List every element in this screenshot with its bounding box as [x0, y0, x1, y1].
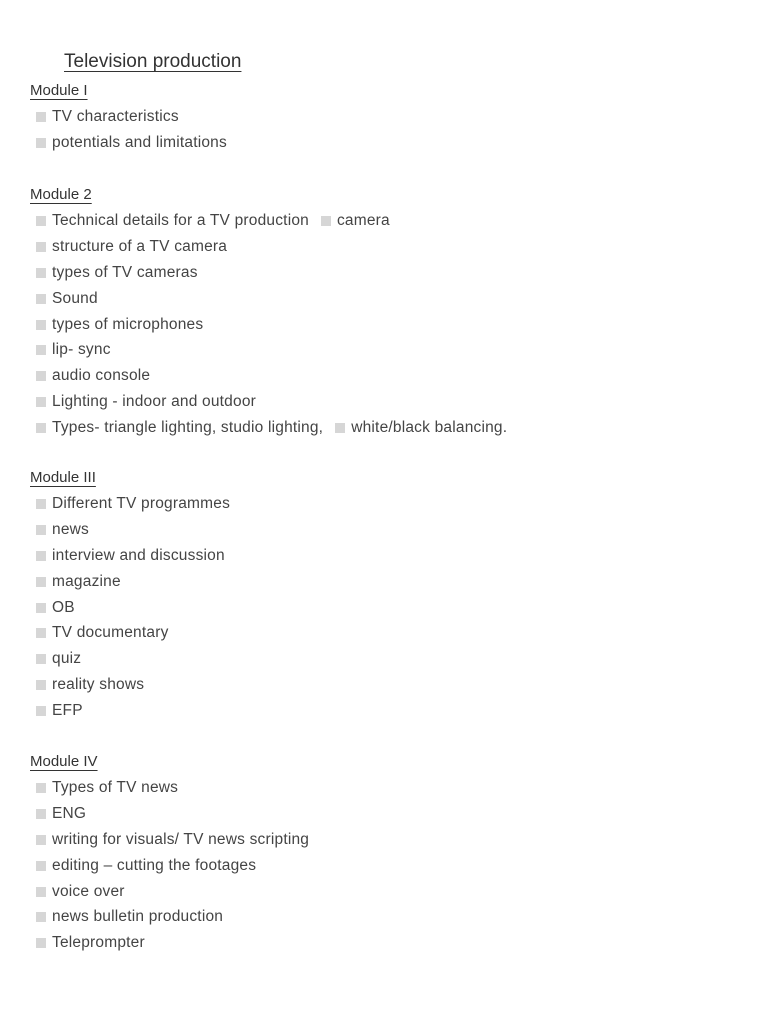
- document-title: Television production: [64, 51, 242, 72]
- square-bullet-icon: [36, 397, 46, 407]
- square-bullet-icon: [36, 835, 46, 845]
- list-item: [30, 363, 748, 389]
- list-item-text: OB: [52, 598, 75, 616]
- list-item-text: Different TV programmes: [52, 494, 231, 512]
- square-bullet-icon: [36, 912, 46, 922]
- list-item-text: quiz: [52, 650, 82, 668]
- square-bullet-icon: [36, 320, 46, 330]
- list-item: [30, 260, 748, 286]
- square-bullet-icon: [36, 551, 46, 561]
- square-bullet-icon: [36, 371, 46, 381]
- square-bullet-icon: [36, 525, 46, 535]
- list-item-text: Teleprompter: [52, 934, 145, 952]
- module-item-list: [30, 775, 748, 956]
- list-item-text: audio console: [52, 367, 151, 385]
- list-item-text: news bulletin production: [52, 908, 224, 926]
- square-bullet-icon: [36, 706, 46, 716]
- module-heading: Module III: [30, 469, 96, 486]
- list-item-text: magazine: [52, 572, 121, 590]
- list-item: [30, 672, 748, 698]
- square-bullet-icon: [36, 423, 46, 433]
- module-section: [30, 78, 748, 156]
- list-item: [30, 517, 748, 543]
- list-item-text: camera: [336, 211, 390, 229]
- square-bullet-icon: [321, 216, 331, 226]
- list-item: [30, 879, 748, 905]
- list-item-text: TV documentary: [52, 624, 169, 642]
- module-item-list: [30, 491, 748, 724]
- list-item: [30, 234, 748, 260]
- module-section: [30, 749, 748, 956]
- list-item: [30, 646, 748, 672]
- list-item-text: TV characteristics: [52, 107, 179, 125]
- square-bullet-icon: [36, 577, 46, 587]
- square-bullet-icon: [36, 861, 46, 871]
- list-item-text: potentials and limitations: [52, 133, 227, 151]
- list-item: [30, 415, 748, 441]
- list-item: [30, 698, 748, 724]
- list-item: [30, 208, 748, 234]
- list-item-text: Types of TV news: [52, 778, 179, 796]
- list-item-text: ENG: [52, 804, 87, 822]
- list-item-text: structure of a TV camera: [52, 237, 228, 255]
- list-item: [30, 904, 748, 930]
- square-bullet-icon: [36, 112, 46, 122]
- module-item-list: [30, 104, 748, 156]
- square-bullet-icon: [36, 268, 46, 278]
- list-item: [30, 801, 748, 827]
- square-bullet-icon: [36, 138, 46, 148]
- list-item-text: types of microphones: [52, 315, 204, 333]
- list-item: [30, 130, 748, 156]
- list-item: [30, 389, 748, 415]
- list-item-text: reality shows: [52, 676, 145, 694]
- square-bullet-icon: [36, 783, 46, 793]
- square-bullet-icon: [36, 603, 46, 613]
- list-item: [30, 930, 748, 956]
- square-bullet-icon: [36, 294, 46, 304]
- list-item: [30, 569, 748, 595]
- square-bullet-icon: [36, 887, 46, 897]
- list-item-text: Types- triangle lighting, studio lighting,: [52, 419, 324, 437]
- square-bullet-icon: [36, 809, 46, 819]
- square-bullet-icon: [36, 242, 46, 252]
- list-item-text: editing – cutting the footages: [52, 856, 257, 874]
- list-item: [30, 104, 748, 130]
- module-section: [30, 182, 748, 441]
- square-bullet-icon: [335, 423, 345, 433]
- square-bullet-icon: [36, 938, 46, 948]
- list-item: [30, 620, 748, 646]
- list-item-text: interview and discussion: [52, 546, 225, 564]
- list-item: [30, 312, 748, 338]
- list-item-text: voice over: [52, 882, 125, 900]
- module-heading: Module 2: [30, 186, 92, 203]
- list-item-text: types of TV cameras: [52, 263, 198, 281]
- list-item-text: lip- sync: [52, 341, 111, 359]
- square-bullet-icon: [36, 654, 46, 664]
- square-bullet-icon: [36, 216, 46, 226]
- list-item: [30, 286, 748, 312]
- module-heading: Module IV: [30, 753, 98, 770]
- list-item: [30, 543, 748, 569]
- list-item-text: Technical details for a TV production: [52, 211, 309, 229]
- list-item: [30, 337, 748, 363]
- square-bullet-icon: [36, 499, 46, 509]
- list-item: [30, 775, 748, 801]
- list-item: [30, 853, 748, 879]
- square-bullet-icon: [36, 345, 46, 355]
- list-item: [30, 491, 748, 517]
- list-item-text: white/black balancing.: [351, 419, 508, 437]
- module-heading: Module I: [30, 82, 88, 99]
- list-item-text: Lighting - indoor and outdoor: [52, 393, 257, 411]
- module-section: [30, 465, 748, 724]
- list-item-text: Sound: [52, 289, 98, 307]
- list-item: [30, 595, 748, 621]
- list-item-text: EFP: [52, 702, 83, 720]
- list-item-text: news: [52, 520, 89, 538]
- list-item: [30, 827, 748, 853]
- square-bullet-icon: [36, 628, 46, 638]
- list-item-text: writing for visuals/ TV news scripting: [52, 830, 310, 848]
- module-item-list: [30, 208, 748, 441]
- square-bullet-icon: [36, 680, 46, 690]
